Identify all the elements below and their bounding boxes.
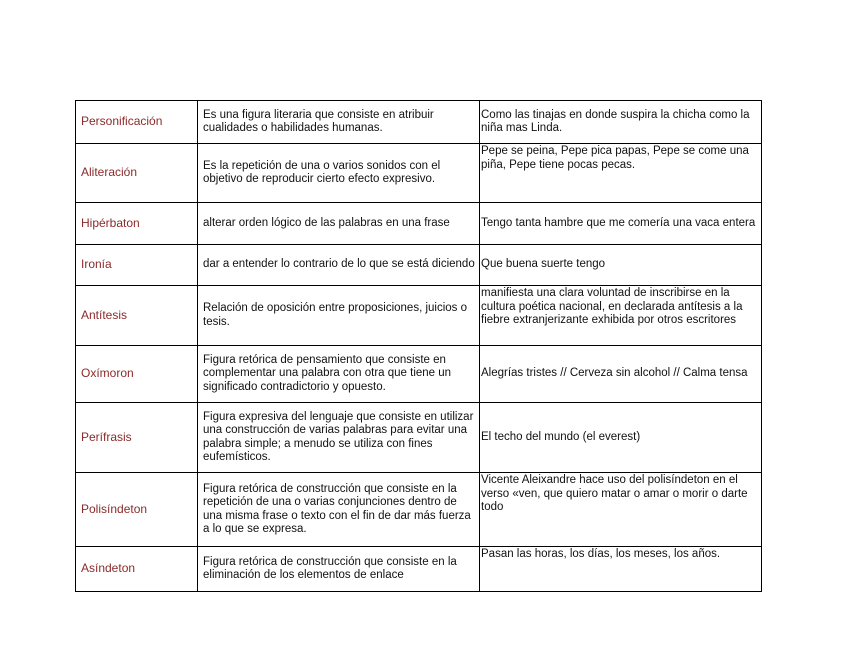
example-cell: Vicente Aleixandre hace uso del polisíndeton en el verso «ven, que quiero matar o amar o morir o darte todo <box>480 473 762 547</box>
example-cell: Como las tinajas en donde suspira la chicha como la niña mas Linda. <box>480 101 762 144</box>
table-row <box>76 144 762 203</box>
definition-cell: Figura retórica de construcción que consiste en la eliminación de los elementos de enlace <box>198 547 480 592</box>
definition-cell: Figura expresiva del lenguaje que consiste en utilizar una construcción de varias palabras para evitar una palabra simple; a menudo se utiliza con fines eufemísticos. <box>198 403 480 473</box>
example-cell: manifiesta una clara voluntad de inscribirse en la cultura poética nacional, en declarada antítesis a la fiebre extranjerizante exhibida por otros escritores <box>480 286 762 346</box>
table-row <box>76 245 762 286</box>
example-cell: Alegrías tristes // Cerveza sin alcohol // Calma tensa <box>480 346 762 403</box>
example-cell: Pasan las horas, los días, los meses, los años. <box>480 547 762 592</box>
table-row <box>76 547 762 592</box>
example-cell: El techo del mundo (el everest) <box>480 403 762 473</box>
term-cell: Antítesis <box>76 286 198 346</box>
term-cell: Personificación <box>76 101 198 144</box>
table-row <box>76 403 762 473</box>
definition-cell: dar a entender lo contrario de lo que se está diciendo <box>198 245 480 286</box>
table-row <box>76 473 762 547</box>
table-row <box>76 101 762 144</box>
definition-cell: alterar orden lógico de las palabras en una frase <box>198 203 480 245</box>
definition-cell: Es la repetición de una o varios sonidos con el objetivo de reproducir cierto efecto expresivo. <box>198 144 480 203</box>
term-cell: Ironía <box>76 245 198 286</box>
example-cell: Pepe se peina, Pepe pica papas, Pepe se come una piña, Pepe tiene pocas pecas. <box>480 144 762 203</box>
definition-cell: Figura retórica de construcción que consiste en la repetición de una o varias conjunciones dentro de una misma frase o texto con el fin de dar más fuerza a lo que se expresa. <box>198 473 480 547</box>
term-cell: Hipérbaton <box>76 203 198 245</box>
table-row <box>76 286 762 346</box>
figures-table <box>75 100 762 592</box>
term-cell: Polisíndeton <box>76 473 198 547</box>
table-row <box>76 346 762 403</box>
example-cell: Que buena suerte tengo <box>480 245 762 286</box>
term-cell: Oxímoron <box>76 346 198 403</box>
definition-cell: Es una figura literaria que consiste en atribuir cualidades o habilidades humanas. <box>198 101 480 144</box>
definition-cell: Figura retórica de pensamiento que consiste en complementar una palabra con otra que tiene un significado contradictorio y opuesto. <box>198 346 480 403</box>
definition-cell: Relación de oposición entre proposiciones, juicios o tesis. <box>198 286 480 346</box>
term-cell: Asíndeton <box>76 547 198 592</box>
table-row <box>76 203 762 245</box>
term-cell: Perífrasis <box>76 403 198 473</box>
term-cell: Aliteración <box>76 144 198 203</box>
example-cell: Tengo tanta hambre que me comería una vaca entera <box>480 203 762 245</box>
